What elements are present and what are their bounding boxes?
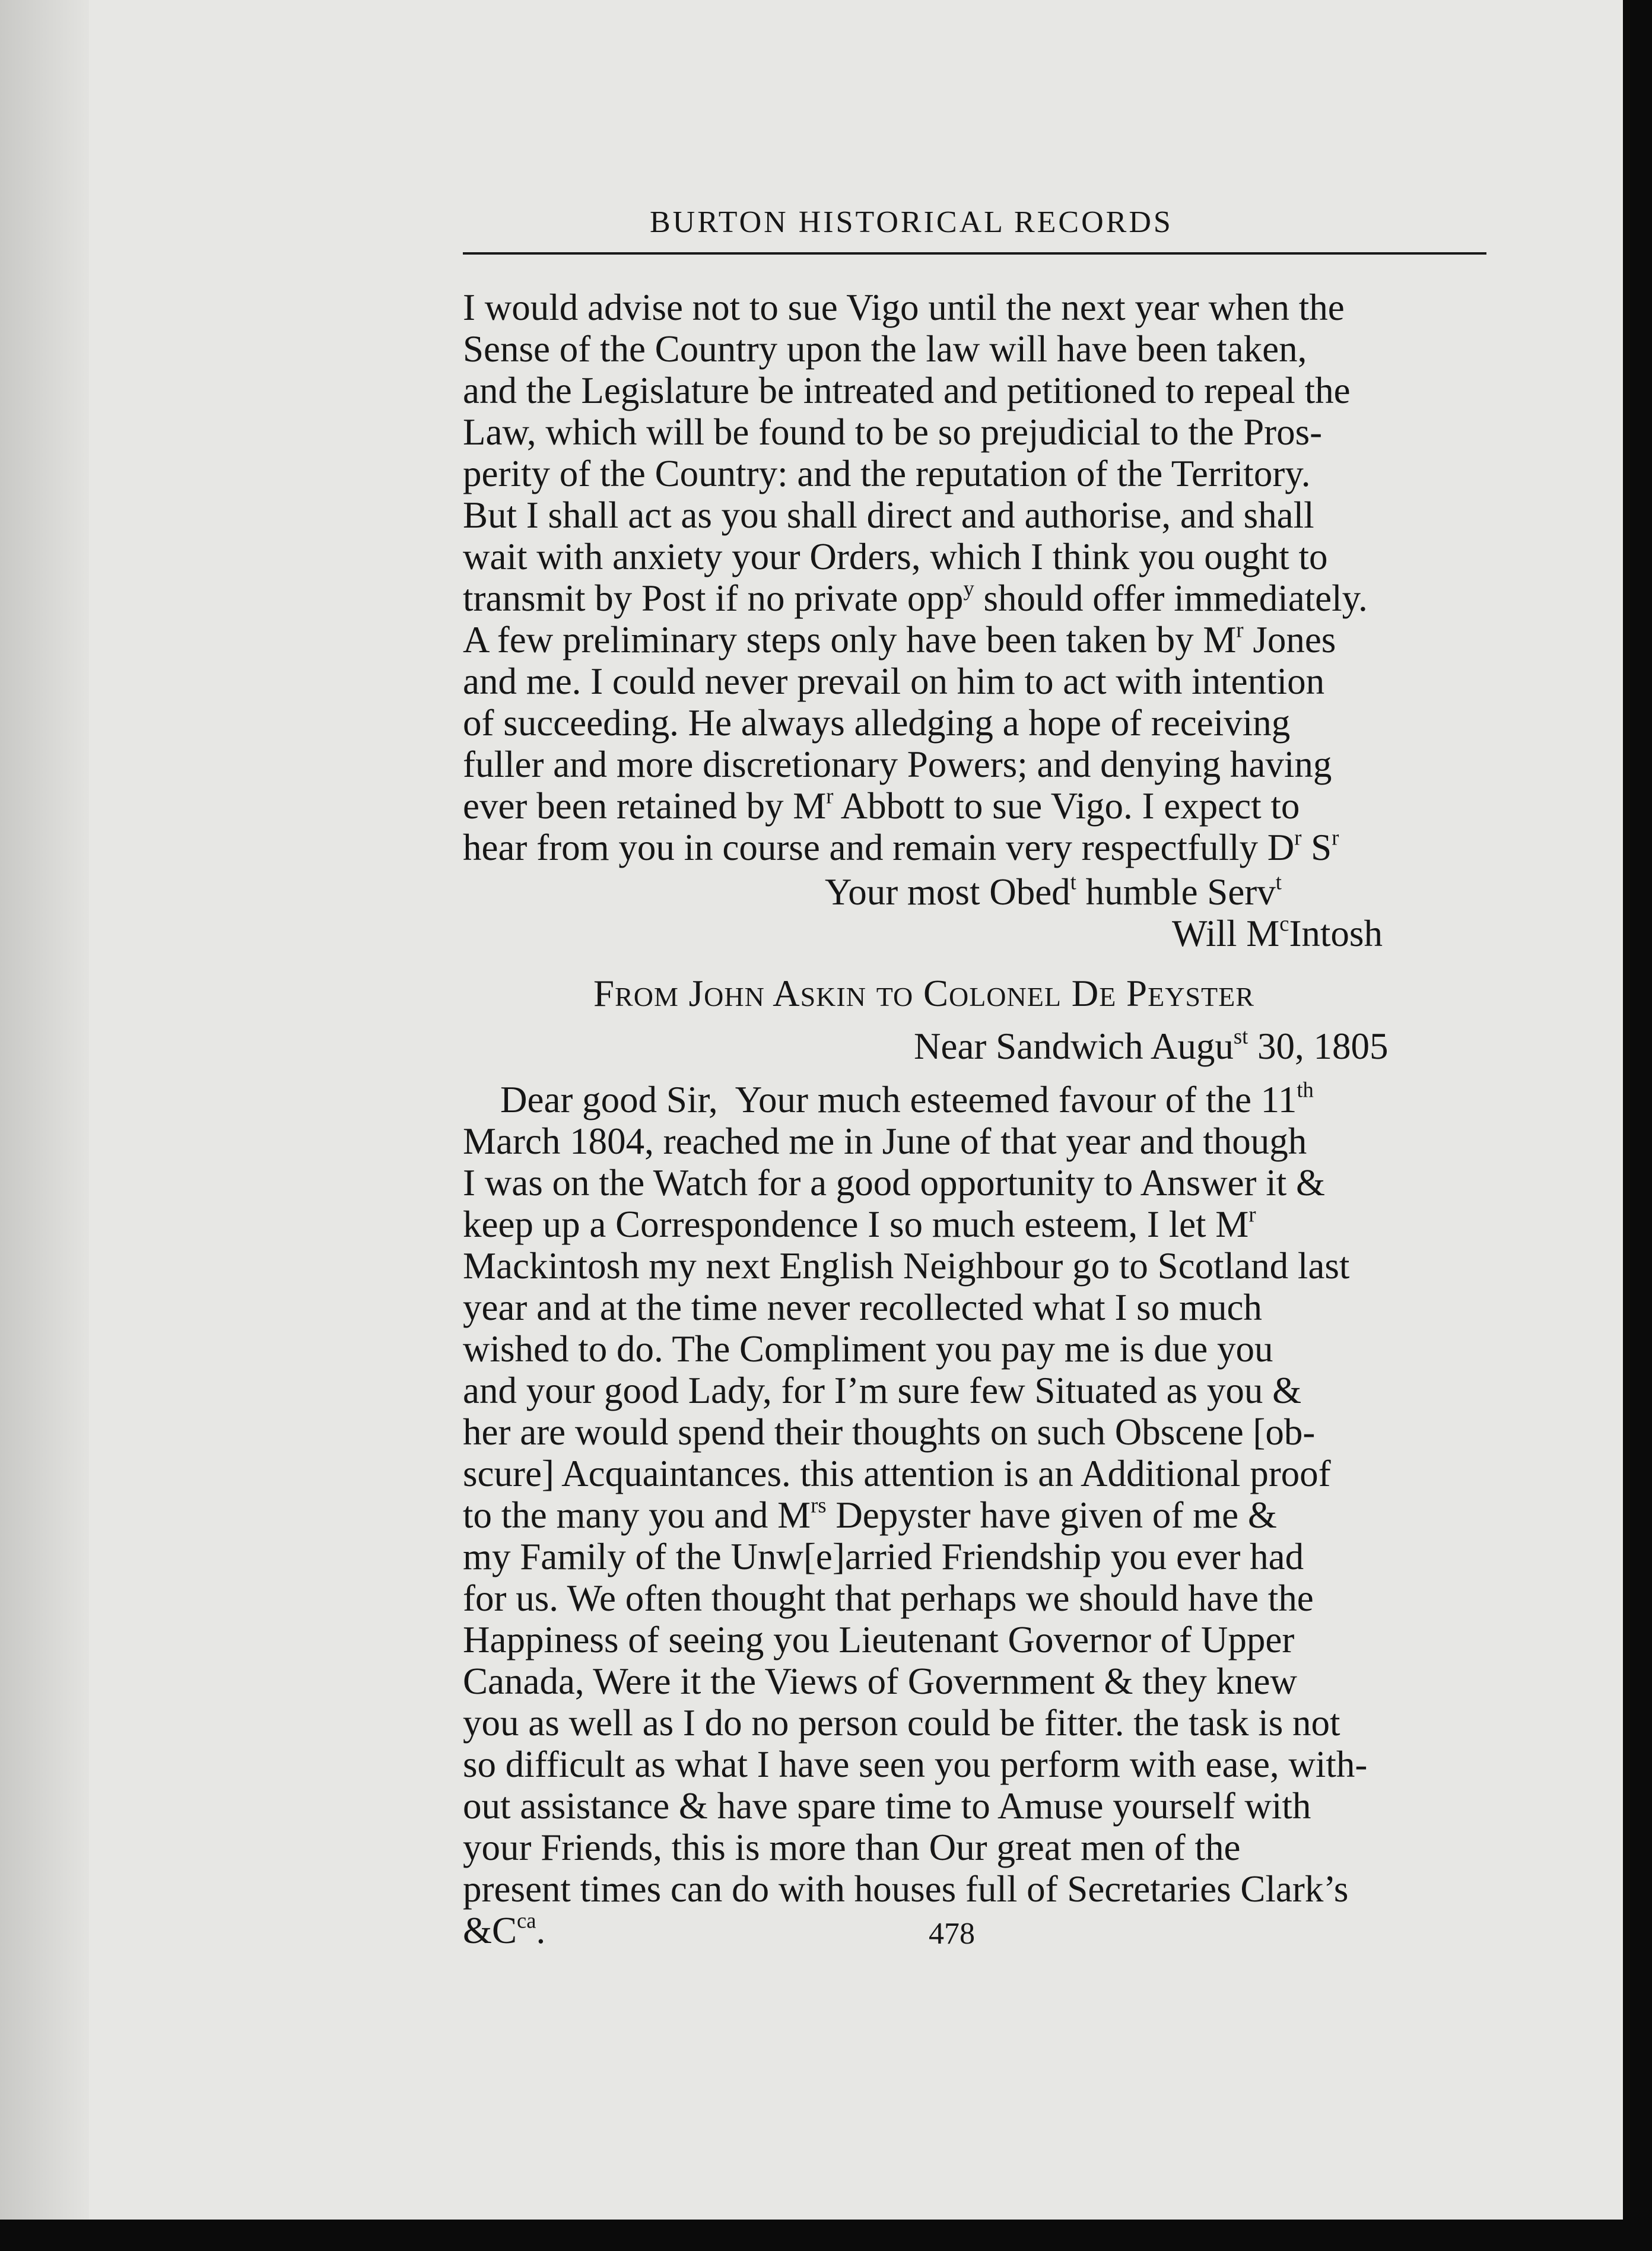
text-line: so difficult as what I have seen you perform with ease, with-: [463, 1744, 1368, 1785]
text-line: keep up a Correspondence I so much esteem, I let $M^r$: [463, 1202, 1256, 1245]
text-line: Law, which will be found to be so prejudicial to the Pros-: [463, 411, 1323, 453]
text-line: hear from you in course and remain very respectfully $D^r$ $S^r$: [463, 825, 1339, 868]
text-line: to the many you and $M^{rs}$ Depyster have given of me &: [463, 1493, 1277, 1536]
text-line: her are would spend their thoughts on such Obscene [ob-: [463, 1411, 1316, 1453]
text-line: present times can do with houses full of Secretaries Clark’s: [463, 1868, 1349, 1910]
text-line: I was on the Watch for a good opportunity to Answer it &: [463, 1162, 1326, 1204]
letter-signature: Will $M^cIntosh$: [1172, 911, 1383, 954]
text-line: ever been retained by $M^r$ Abbott to sue Vigo. I expect to: [463, 783, 1300, 827]
text-line: scure] Acquaintances. this attention is an Additional proof: [463, 1453, 1331, 1494]
letter-dateline: Near Sandwich Augu$^{st}$ 30, 1805: [914, 1024, 1389, 1067]
text-line: and your good Lady, for I’m sure few Situated as you &: [463, 1370, 1302, 1411]
text-line: Happiness of seeing you Lieutenant Governor of Upper: [463, 1619, 1295, 1661]
text-line: and the Legislature be intreated and petitioned to repeal the: [463, 370, 1351, 411]
letter-closing: Your most Obed$^t$ humble Serv$^t$: [825, 869, 1282, 913]
text-line: wait with anxiety your Orders, which I think you ought to: [463, 536, 1328, 577]
text-line: Canada, Were it the Views of Government & they knew: [463, 1661, 1297, 1702]
scan-border-right: [1623, 0, 1652, 2251]
text-line: $\&C^{ca}$.: [463, 1908, 546, 1951]
text-line: wished to do. The Compliment you pay me is due you: [463, 1328, 1273, 1370]
text-line: perity of the Country: and the reputation of the Territory.: [463, 453, 1311, 494]
scan-border-bottom: [0, 2220, 1652, 2251]
text-line: But I shall act as you shall direct and authorise, and shall: [463, 494, 1314, 536]
text-line: A few preliminary steps only have been taken by $M^r$ Jones: [463, 617, 1336, 661]
text-line: year and at the time never recollected what I so much: [463, 1287, 1262, 1328]
text-line: Mackintosh my next English Neighbour go to Scotland last: [463, 1245, 1350, 1287]
running-header: BURTON HISTORICAL RECORDS: [650, 205, 1173, 239]
text-line: Dear good Sir, Your much esteemed favour of the 11th: [463, 1077, 1314, 1120]
text-line: March 1804, reached me in June of that year and though: [463, 1120, 1307, 1162]
text-line: of succeeding. He always alledging a hope of receiving: [463, 702, 1291, 744]
text-line: for us. We often thought that perhaps we should have the: [463, 1577, 1314, 1619]
letter-heading: FROM JOHN ASKIN TO COLONEL DE PEYSTER: [593, 973, 1254, 1014]
page-number: 478: [929, 1917, 975, 1951]
text-line: out assistance & have spare time to Amuse yourself with: [463, 1785, 1311, 1827]
text-line: you as well as I do no person could be fitter. the task is not: [463, 1702, 1340, 1744]
text-line: my Family of the Unw[e]arried Friendship you ever had: [463, 1536, 1304, 1577]
text-line: Sense of the Country upon the law will have been taken,: [463, 328, 1307, 370]
text-line: your Friends, this is more than Our great men of the: [463, 1827, 1241, 1868]
text-line: I would advise not to sue Vigo until the next year when the: [463, 287, 1345, 328]
text-line: transmit by Post if no private opp$^y$ should offer immediately.: [463, 576, 1368, 619]
text-line: and me. I could never prevail on him to act with intention: [463, 661, 1325, 702]
text-line: fuller and more discretionary Powers; and denying having: [463, 744, 1332, 785]
